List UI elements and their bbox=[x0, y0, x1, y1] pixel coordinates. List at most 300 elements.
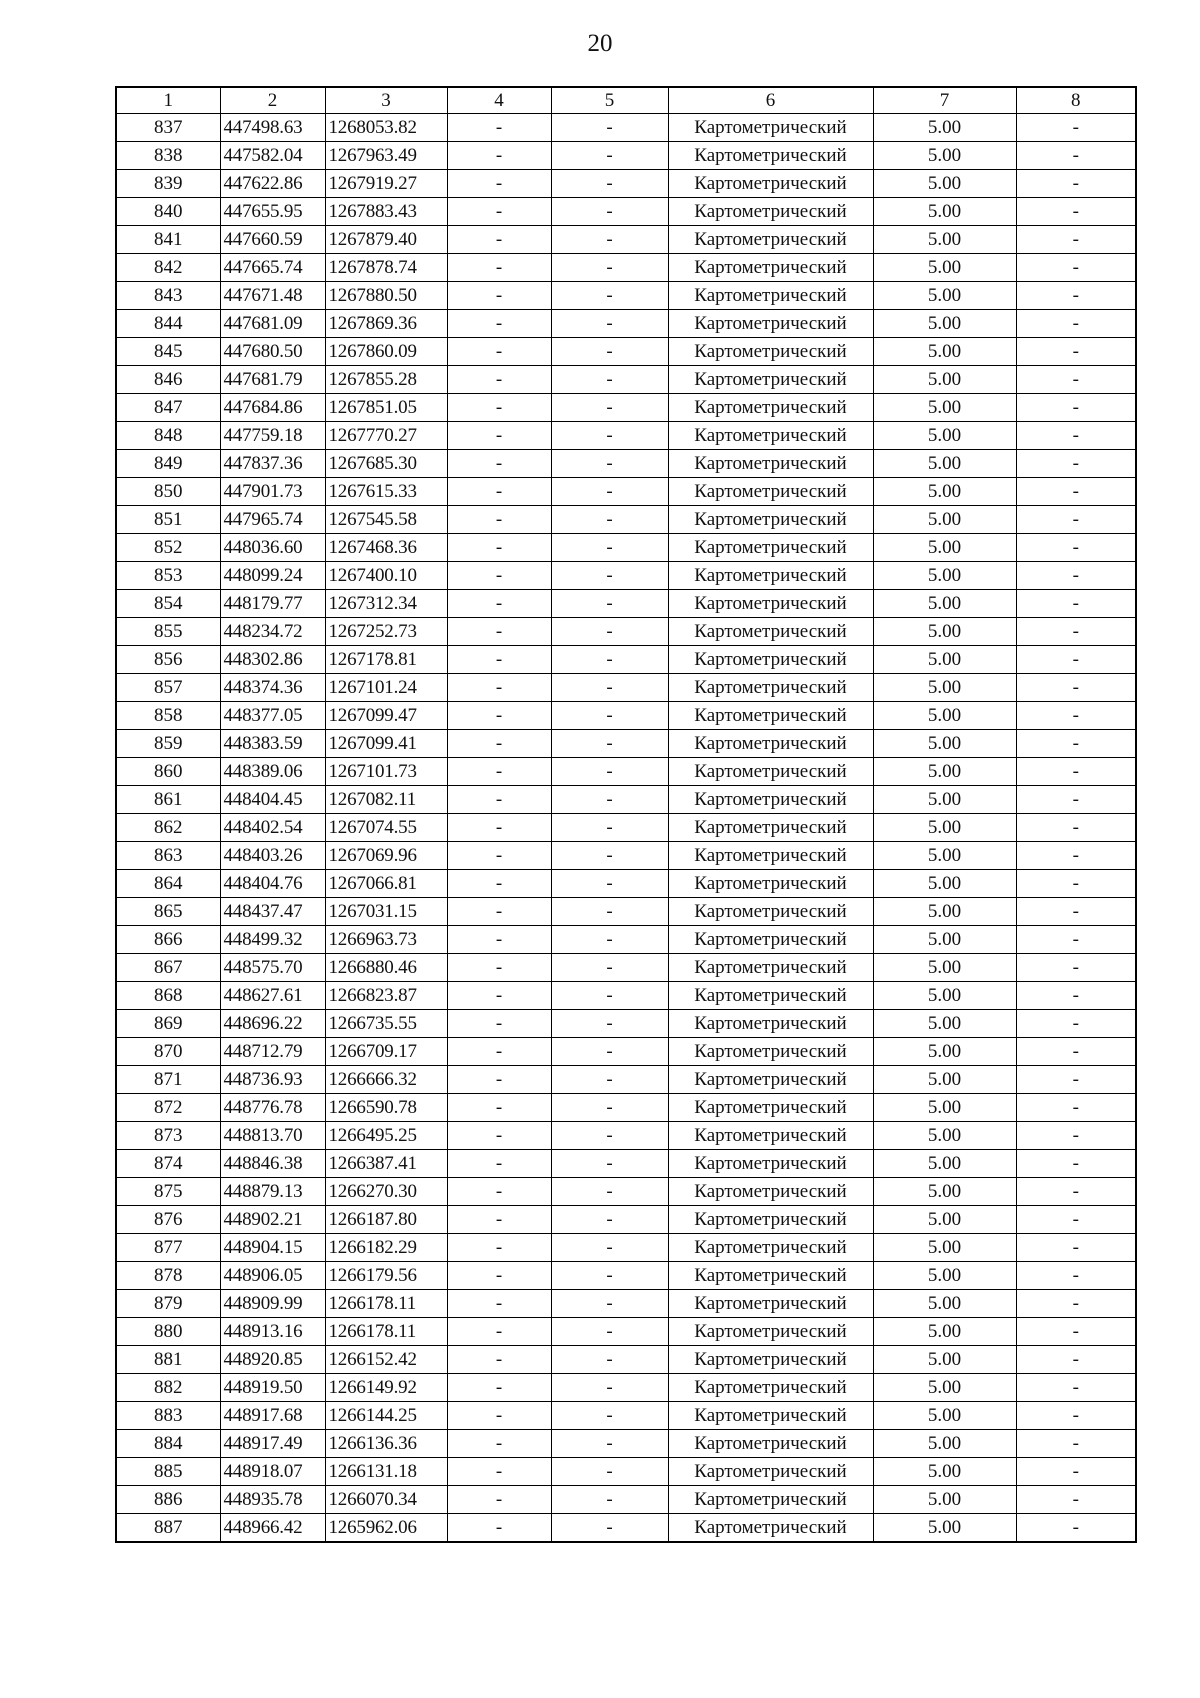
column-5-cell: - bbox=[551, 1122, 668, 1150]
method-cell: Картометрический bbox=[668, 1486, 873, 1514]
column-8-cell: - bbox=[1016, 1318, 1136, 1346]
y-coordinate-cell: 1267545.58 bbox=[325, 506, 447, 534]
column-4-cell: - bbox=[447, 1178, 551, 1206]
point-number-cell: 870 bbox=[116, 1038, 220, 1066]
point-number-cell: 843 bbox=[116, 282, 220, 310]
column-8-cell: - bbox=[1016, 1374, 1136, 1402]
point-number-cell: 863 bbox=[116, 842, 220, 870]
x-coordinate-cell: 448906.05 bbox=[220, 1262, 325, 1290]
method-cell: Картометрический bbox=[668, 646, 873, 674]
column-8-cell: - bbox=[1016, 338, 1136, 366]
column-4-cell: - bbox=[447, 926, 551, 954]
accuracy-cell: 5.00 bbox=[873, 646, 1016, 674]
column-4-cell: - bbox=[447, 1206, 551, 1234]
column-8-cell: - bbox=[1016, 254, 1136, 282]
table-row bbox=[116, 1318, 1136, 1346]
column-4-cell: - bbox=[447, 1402, 551, 1430]
method-cell: Картометрический bbox=[668, 1038, 873, 1066]
table-row bbox=[116, 114, 1136, 142]
x-coordinate-cell: 447684.86 bbox=[220, 394, 325, 422]
point-number-cell: 881 bbox=[116, 1346, 220, 1374]
column-8-cell: - bbox=[1016, 282, 1136, 310]
accuracy-cell: 5.00 bbox=[873, 926, 1016, 954]
table-row bbox=[116, 1010, 1136, 1038]
x-coordinate-cell: 448404.45 bbox=[220, 786, 325, 814]
table-row bbox=[116, 1486, 1136, 1514]
column-5-cell: - bbox=[551, 366, 668, 394]
table-row bbox=[116, 786, 1136, 814]
x-coordinate-cell: 448437.47 bbox=[220, 898, 325, 926]
table-row bbox=[116, 1234, 1136, 1262]
column-8-cell: - bbox=[1016, 646, 1136, 674]
column-5-cell: - bbox=[551, 1234, 668, 1262]
accuracy-cell: 5.00 bbox=[873, 1318, 1016, 1346]
x-coordinate-cell: 447582.04 bbox=[220, 142, 325, 170]
table-row bbox=[116, 1514, 1136, 1543]
method-cell: Картометрический bbox=[668, 870, 873, 898]
y-coordinate-cell: 1267770.27 bbox=[325, 422, 447, 450]
y-coordinate-cell: 1267855.28 bbox=[325, 366, 447, 394]
accuracy-cell: 5.00 bbox=[873, 954, 1016, 982]
accuracy-cell: 5.00 bbox=[873, 142, 1016, 170]
x-coordinate-cell: 447655.95 bbox=[220, 198, 325, 226]
accuracy-cell: 5.00 bbox=[873, 786, 1016, 814]
accuracy-cell: 5.00 bbox=[873, 282, 1016, 310]
column-5-cell: - bbox=[551, 254, 668, 282]
point-number-cell: 874 bbox=[116, 1150, 220, 1178]
table-row bbox=[116, 170, 1136, 198]
x-coordinate-cell: 448036.60 bbox=[220, 534, 325, 562]
column-4-cell: - bbox=[447, 366, 551, 394]
table-row bbox=[116, 562, 1136, 590]
y-coordinate-cell: 1267099.47 bbox=[325, 702, 447, 730]
method-cell: Картометрический bbox=[668, 506, 873, 534]
y-coordinate-cell: 1266823.87 bbox=[325, 982, 447, 1010]
column-4-cell: - bbox=[447, 1458, 551, 1486]
column-5-cell: - bbox=[551, 1150, 668, 1178]
table-row bbox=[116, 1206, 1136, 1234]
column-5-cell: - bbox=[551, 198, 668, 226]
accuracy-cell: 5.00 bbox=[873, 1150, 1016, 1178]
column-5-cell: - bbox=[551, 506, 668, 534]
point-number-cell: 869 bbox=[116, 1010, 220, 1038]
x-coordinate-cell: 447681.09 bbox=[220, 310, 325, 338]
table-row bbox=[116, 954, 1136, 982]
y-coordinate-cell: 1266270.30 bbox=[325, 1178, 447, 1206]
table-row bbox=[116, 842, 1136, 870]
accuracy-cell: 5.00 bbox=[873, 450, 1016, 478]
method-cell: Картометрический bbox=[668, 170, 873, 198]
column-8-cell: - bbox=[1016, 814, 1136, 842]
column-4-cell: - bbox=[447, 1430, 551, 1458]
table-row bbox=[116, 1262, 1136, 1290]
point-number-cell: 857 bbox=[116, 674, 220, 702]
column-8-cell: - bbox=[1016, 1206, 1136, 1234]
accuracy-cell: 5.00 bbox=[873, 366, 1016, 394]
column-5-cell: - bbox=[551, 1206, 668, 1234]
method-cell: Картометрический bbox=[668, 982, 873, 1010]
method-cell: Картометрический bbox=[668, 1206, 873, 1234]
point-number-cell: 860 bbox=[116, 758, 220, 786]
column-5-cell: - bbox=[551, 702, 668, 730]
method-cell: Картометрический bbox=[668, 226, 873, 254]
method-cell: Картометрический bbox=[668, 786, 873, 814]
point-number-cell: 841 bbox=[116, 226, 220, 254]
column-8-cell: - bbox=[1016, 1402, 1136, 1430]
column-8-cell: - bbox=[1016, 1094, 1136, 1122]
table-row bbox=[116, 870, 1136, 898]
x-coordinate-cell: 448920.85 bbox=[220, 1346, 325, 1374]
column-4-cell: - bbox=[447, 898, 551, 926]
method-cell: Картометрический bbox=[668, 1066, 873, 1094]
column-4-cell: - bbox=[447, 842, 551, 870]
accuracy-cell: 5.00 bbox=[873, 310, 1016, 338]
accuracy-cell: 5.00 bbox=[873, 534, 1016, 562]
y-coordinate-cell: 1266179.56 bbox=[325, 1262, 447, 1290]
point-number-cell: 846 bbox=[116, 366, 220, 394]
column-8-cell: - bbox=[1016, 142, 1136, 170]
method-cell: Картометрический bbox=[668, 1234, 873, 1262]
table-row bbox=[116, 1038, 1136, 1066]
column-5-cell: - bbox=[551, 646, 668, 674]
column-5-cell: - bbox=[551, 870, 668, 898]
y-coordinate-cell: 1266152.42 bbox=[325, 1346, 447, 1374]
x-coordinate-cell: 448813.70 bbox=[220, 1122, 325, 1150]
point-number-cell: 866 bbox=[116, 926, 220, 954]
x-coordinate-cell: 448403.26 bbox=[220, 842, 325, 870]
column-8-cell: - bbox=[1016, 1346, 1136, 1374]
x-coordinate-cell: 448302.86 bbox=[220, 646, 325, 674]
column-4-cell: - bbox=[447, 674, 551, 702]
accuracy-cell: 5.00 bbox=[873, 1206, 1016, 1234]
column-4-cell: - bbox=[447, 1150, 551, 1178]
y-coordinate-cell: 1266144.25 bbox=[325, 1402, 447, 1430]
y-coordinate-cell: 1267031.15 bbox=[325, 898, 447, 926]
point-number-cell: 868 bbox=[116, 982, 220, 1010]
method-cell: Картометрический bbox=[668, 1094, 873, 1122]
x-coordinate-cell: 448909.99 bbox=[220, 1290, 325, 1318]
table-header-row bbox=[116, 87, 1136, 114]
method-cell: Картометрический bbox=[668, 338, 873, 366]
column-5-cell: - bbox=[551, 394, 668, 422]
column-5-cell: - bbox=[551, 450, 668, 478]
column-8-cell: - bbox=[1016, 674, 1136, 702]
method-cell: Картометрический bbox=[668, 702, 873, 730]
x-coordinate-cell: 448736.93 bbox=[220, 1066, 325, 1094]
table-row bbox=[116, 674, 1136, 702]
column-5-cell: - bbox=[551, 478, 668, 506]
point-number-cell: 871 bbox=[116, 1066, 220, 1094]
method-cell: Картометрический bbox=[668, 142, 873, 170]
column-8-cell: - bbox=[1016, 982, 1136, 1010]
accuracy-cell: 5.00 bbox=[873, 1094, 1016, 1122]
column-8-cell: - bbox=[1016, 1430, 1136, 1458]
point-number-cell: 847 bbox=[116, 394, 220, 422]
column-4-cell: - bbox=[447, 1346, 551, 1374]
accuracy-cell: 5.00 bbox=[873, 198, 1016, 226]
y-coordinate-cell: 1265962.06 bbox=[325, 1514, 447, 1543]
column-5-cell: - bbox=[551, 618, 668, 646]
column-8-cell: - bbox=[1016, 226, 1136, 254]
column-5-cell: - bbox=[551, 1486, 668, 1514]
method-cell: Картометрический bbox=[668, 562, 873, 590]
x-coordinate-cell: 448935.78 bbox=[220, 1486, 325, 1514]
y-coordinate-cell: 1266131.18 bbox=[325, 1458, 447, 1486]
column-8-cell: - bbox=[1016, 898, 1136, 926]
accuracy-cell: 5.00 bbox=[873, 674, 1016, 702]
column-8-cell: - bbox=[1016, 926, 1136, 954]
column-8-cell: - bbox=[1016, 478, 1136, 506]
page-number: 20 bbox=[587, 30, 613, 57]
table-row bbox=[116, 338, 1136, 366]
y-coordinate-cell: 1266136.36 bbox=[325, 1430, 447, 1458]
column-4-cell: - bbox=[447, 1234, 551, 1262]
y-coordinate-cell: 1266666.32 bbox=[325, 1066, 447, 1094]
column-5-cell: - bbox=[551, 562, 668, 590]
table-row bbox=[116, 1346, 1136, 1374]
method-cell: Картометрический bbox=[668, 1402, 873, 1430]
method-cell: Картометрический bbox=[668, 1458, 873, 1486]
table-row bbox=[116, 730, 1136, 758]
y-coordinate-cell: 1267074.55 bbox=[325, 814, 447, 842]
column-4-cell: - bbox=[447, 1290, 551, 1318]
point-number-cell: 845 bbox=[116, 338, 220, 366]
column-4-cell: - bbox=[447, 114, 551, 142]
column-5-cell: - bbox=[551, 1514, 668, 1543]
method-cell: Картометрический bbox=[668, 450, 873, 478]
column-8-cell: - bbox=[1016, 394, 1136, 422]
y-coordinate-cell: 1267312.34 bbox=[325, 590, 447, 618]
accuracy-cell: 5.00 bbox=[873, 758, 1016, 786]
column-5-cell: - bbox=[551, 814, 668, 842]
column-8-cell: - bbox=[1016, 730, 1136, 758]
column-header-4: 4 bbox=[447, 87, 551, 114]
column-4-cell: - bbox=[447, 478, 551, 506]
column-5-cell: - bbox=[551, 338, 668, 366]
method-cell: Картометрический bbox=[668, 618, 873, 646]
column-5-cell: - bbox=[551, 1346, 668, 1374]
point-number-cell: 837 bbox=[116, 114, 220, 142]
x-coordinate-cell: 447622.86 bbox=[220, 170, 325, 198]
column-header-6: 6 bbox=[668, 87, 873, 114]
table-row bbox=[116, 534, 1136, 562]
accuracy-cell: 5.00 bbox=[873, 1430, 1016, 1458]
y-coordinate-cell: 1267878.74 bbox=[325, 254, 447, 282]
x-coordinate-cell: 447680.50 bbox=[220, 338, 325, 366]
x-coordinate-cell: 448712.79 bbox=[220, 1038, 325, 1066]
column-4-cell: - bbox=[447, 982, 551, 1010]
point-number-cell: 887 bbox=[116, 1514, 220, 1543]
column-4-cell: - bbox=[447, 226, 551, 254]
y-coordinate-cell: 1266178.11 bbox=[325, 1318, 447, 1346]
column-8-cell: - bbox=[1016, 170, 1136, 198]
table-row bbox=[116, 506, 1136, 534]
method-cell: Картометрический bbox=[668, 1010, 873, 1038]
x-coordinate-cell: 447837.36 bbox=[220, 450, 325, 478]
method-cell: Картометрический bbox=[668, 730, 873, 758]
x-coordinate-cell: 448389.06 bbox=[220, 758, 325, 786]
table-row bbox=[116, 1150, 1136, 1178]
column-8-cell: - bbox=[1016, 1234, 1136, 1262]
column-5-cell: - bbox=[551, 1290, 668, 1318]
point-number-cell: 873 bbox=[116, 1122, 220, 1150]
table-row bbox=[116, 814, 1136, 842]
column-8-cell: - bbox=[1016, 450, 1136, 478]
y-coordinate-cell: 1266070.34 bbox=[325, 1486, 447, 1514]
y-coordinate-cell: 1266149.92 bbox=[325, 1374, 447, 1402]
point-number-cell: 842 bbox=[116, 254, 220, 282]
point-number-cell: 852 bbox=[116, 534, 220, 562]
column-8-cell: - bbox=[1016, 1178, 1136, 1206]
accuracy-cell: 5.00 bbox=[873, 226, 1016, 254]
column-4-cell: - bbox=[447, 450, 551, 478]
table-row bbox=[116, 982, 1136, 1010]
column-8-cell: - bbox=[1016, 870, 1136, 898]
accuracy-cell: 5.00 bbox=[873, 1514, 1016, 1543]
point-number-cell: 867 bbox=[116, 954, 220, 982]
column-4-cell: - bbox=[447, 338, 551, 366]
table-row bbox=[116, 310, 1136, 338]
column-5-cell: - bbox=[551, 954, 668, 982]
method-cell: Картометрический bbox=[668, 254, 873, 282]
x-coordinate-cell: 448918.07 bbox=[220, 1458, 325, 1486]
x-coordinate-cell: 447965.74 bbox=[220, 506, 325, 534]
point-number-cell: 872 bbox=[116, 1094, 220, 1122]
column-8-cell: - bbox=[1016, 954, 1136, 982]
column-4-cell: - bbox=[447, 1486, 551, 1514]
column-5-cell: - bbox=[551, 842, 668, 870]
method-cell: Картометрический bbox=[668, 674, 873, 702]
point-number-cell: 864 bbox=[116, 870, 220, 898]
point-number-cell: 851 bbox=[116, 506, 220, 534]
accuracy-cell: 5.00 bbox=[873, 842, 1016, 870]
point-number-cell: 875 bbox=[116, 1178, 220, 1206]
column-5-cell: - bbox=[551, 1066, 668, 1094]
x-coordinate-cell: 447498.63 bbox=[220, 114, 325, 142]
y-coordinate-cell: 1266495.25 bbox=[325, 1122, 447, 1150]
table-row bbox=[116, 926, 1136, 954]
y-coordinate-cell: 1267860.09 bbox=[325, 338, 447, 366]
point-number-cell: 855 bbox=[116, 618, 220, 646]
x-coordinate-cell: 448099.24 bbox=[220, 562, 325, 590]
column-header-5: 5 bbox=[551, 87, 668, 114]
x-coordinate-cell: 448696.22 bbox=[220, 1010, 325, 1038]
method-cell: Картометрический bbox=[668, 758, 873, 786]
column-4-cell: - bbox=[447, 590, 551, 618]
table-row bbox=[116, 1178, 1136, 1206]
column-8-cell: - bbox=[1016, 562, 1136, 590]
x-coordinate-cell: 448846.38 bbox=[220, 1150, 325, 1178]
y-coordinate-cell: 1267101.73 bbox=[325, 758, 447, 786]
accuracy-cell: 5.00 bbox=[873, 1234, 1016, 1262]
method-cell: Картометрический bbox=[668, 1374, 873, 1402]
column-4-cell: - bbox=[447, 618, 551, 646]
column-4-cell: - bbox=[447, 1038, 551, 1066]
column-8-cell: - bbox=[1016, 1150, 1136, 1178]
column-8-cell: - bbox=[1016, 758, 1136, 786]
table-row bbox=[116, 422, 1136, 450]
column-4-cell: - bbox=[447, 870, 551, 898]
column-4-cell: - bbox=[447, 170, 551, 198]
accuracy-cell: 5.00 bbox=[873, 506, 1016, 534]
method-cell: Картометрический bbox=[668, 926, 873, 954]
column-4-cell: - bbox=[447, 954, 551, 982]
accuracy-cell: 5.00 bbox=[873, 338, 1016, 366]
point-number-cell: 884 bbox=[116, 1430, 220, 1458]
column-8-cell: - bbox=[1016, 198, 1136, 226]
column-4-cell: - bbox=[447, 422, 551, 450]
point-number-cell: 853 bbox=[116, 562, 220, 590]
accuracy-cell: 5.00 bbox=[873, 1262, 1016, 1290]
accuracy-cell: 5.00 bbox=[873, 1458, 1016, 1486]
method-cell: Картометрический bbox=[668, 310, 873, 338]
column-8-cell: - bbox=[1016, 1066, 1136, 1094]
column-5-cell: - bbox=[551, 1178, 668, 1206]
y-coordinate-cell: 1266187.80 bbox=[325, 1206, 447, 1234]
y-coordinate-cell: 1267066.81 bbox=[325, 870, 447, 898]
table-row bbox=[116, 478, 1136, 506]
x-coordinate-cell: 448879.13 bbox=[220, 1178, 325, 1206]
method-cell: Картометрический bbox=[668, 954, 873, 982]
column-8-cell: - bbox=[1016, 506, 1136, 534]
method-cell: Картометрический bbox=[668, 898, 873, 926]
column-4-cell: - bbox=[447, 786, 551, 814]
y-coordinate-cell: 1266178.11 bbox=[325, 1290, 447, 1318]
column-4-cell: - bbox=[447, 1122, 551, 1150]
column-5-cell: - bbox=[551, 1038, 668, 1066]
y-coordinate-cell: 1267880.50 bbox=[325, 282, 447, 310]
column-5-cell: - bbox=[551, 982, 668, 1010]
accuracy-cell: 5.00 bbox=[873, 898, 1016, 926]
accuracy-cell: 5.00 bbox=[873, 422, 1016, 450]
accuracy-cell: 5.00 bbox=[873, 1486, 1016, 1514]
column-5-cell: - bbox=[551, 1430, 668, 1458]
method-cell: Картометрический bbox=[668, 1318, 873, 1346]
table-row bbox=[116, 1066, 1136, 1094]
column-5-cell: - bbox=[551, 1094, 668, 1122]
point-number-cell: 878 bbox=[116, 1262, 220, 1290]
y-coordinate-cell: 1266182.29 bbox=[325, 1234, 447, 1262]
column-4-cell: - bbox=[447, 1066, 551, 1094]
table-row bbox=[116, 226, 1136, 254]
column-header-8: 8 bbox=[1016, 87, 1136, 114]
table-row bbox=[116, 1094, 1136, 1122]
y-coordinate-cell: 1267919.27 bbox=[325, 170, 447, 198]
x-coordinate-cell: 448179.77 bbox=[220, 590, 325, 618]
accuracy-cell: 5.00 bbox=[873, 1346, 1016, 1374]
column-4-cell: - bbox=[447, 758, 551, 786]
column-4-cell: - bbox=[447, 562, 551, 590]
point-number-cell: 854 bbox=[116, 590, 220, 618]
method-cell: Картометрический bbox=[668, 114, 873, 142]
method-cell: Картометрический bbox=[668, 422, 873, 450]
accuracy-cell: 5.00 bbox=[873, 1122, 1016, 1150]
table-row bbox=[116, 1430, 1136, 1458]
column-8-cell: - bbox=[1016, 1038, 1136, 1066]
table-body bbox=[116, 114, 1136, 1543]
column-5-cell: - bbox=[551, 142, 668, 170]
method-cell: Картометрический bbox=[668, 1514, 873, 1543]
column-4-cell: - bbox=[447, 646, 551, 674]
column-5-cell: - bbox=[551, 926, 668, 954]
y-coordinate-cell: 1267879.40 bbox=[325, 226, 447, 254]
point-number-cell: 838 bbox=[116, 142, 220, 170]
x-coordinate-cell: 448627.61 bbox=[220, 982, 325, 1010]
method-cell: Картометрический bbox=[668, 366, 873, 394]
column-4-cell: - bbox=[447, 534, 551, 562]
point-number-cell: 861 bbox=[116, 786, 220, 814]
column-5-cell: - bbox=[551, 730, 668, 758]
